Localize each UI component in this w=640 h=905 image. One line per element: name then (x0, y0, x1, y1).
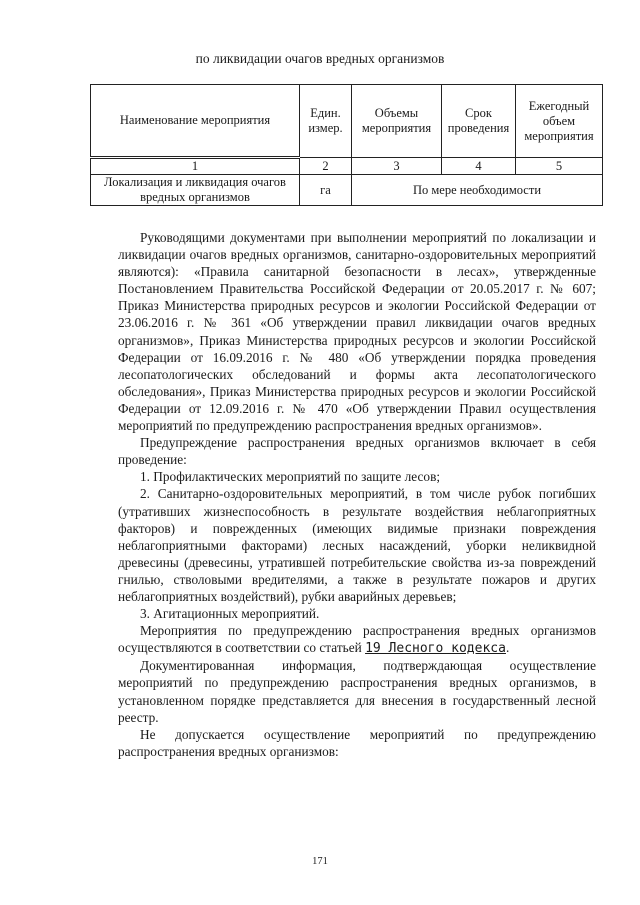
measures-table (90, 84, 603, 206)
statute-text: Мероприятия по предупреждению распространения вредных организмов осуществляются в соответствии со статьей (118, 623, 596, 656)
list-item: 2. Санитарно-оздоровительных мероприятий, в том числе рубок погибших (утративших жизнеспособность в результате воздействия неблагоприятных факторов) и поврежденных (имеющих видимые признаки повреждения неблагоприятными факторами) лесных насаждений, уборки неликвидной древесины (древесины, утратившей потребительские свойства из-за повреждений гнилью, стволовыми вредителями, а также в результате пожаров и других неблагоприятных воздействий), рубки аварийных деревьев; (118, 486, 596, 604)
paragraph-guiding-documents: Руководящими документами при выполнении мероприятий по локализации и ликвидации очагов вредных организмов, санитарно-оздоровительных мероприятий являются): «Правила санитарной безопасности в лесах», утвержденные Постановлением Правительства Российской Федерации от 20.05.2017 г. № 607; Приказ Министерства природных ресурсов и экологии Российской Федерации от 23.06.2016 г. № 361 «Об утверждении правил ликвидации очагов вредных организмов», Приказ Министерства природных ресурсов и экологии Российской Федерации от 16.09.2016 г. № 480 «Об утверждении порядка проведения лесопатологических обследований и формы акта лесопатологического обследования», Приказ Министерства природных ресурсов и экологии Российской Федерации от 12.09.2016 г. № 470 «Об утверждении Правил осуществления мероприятий по предупреждению распространения вредных организмов». (118, 230, 596, 434)
column-number: 5 (516, 158, 603, 175)
column-number: 3 (352, 158, 442, 175)
header-volume: Объемы мероприятия (352, 85, 442, 158)
column-number: 2 (300, 158, 352, 175)
table-caption: по ликвидации очагов вредных организмов (195, 51, 445, 66)
list-item: 1. Профилактических мероприятий по защите лесов; (140, 469, 441, 485)
table-header-row (91, 85, 603, 158)
list-item: 3. Агитационных мероприятий. (140, 606, 320, 622)
header-unit: Един. измер. (300, 85, 352, 158)
unit-cell: га (300, 175, 352, 206)
statute-text-end: . (505, 640, 510, 656)
header-annual-volume: Ежегодный объем мероприятия (516, 85, 603, 158)
forest-code-link[interactable]: 19 Лесного кодекса (365, 641, 506, 657)
page-number: 171 (312, 856, 328, 867)
column-number-row (91, 158, 603, 175)
header-term: Срок проведения (442, 85, 516, 158)
paragraph-statute (118, 622, 596, 657)
paragraph-not-allowed: Не допускается осуществление мероприятий по предупреждению распространения вредных организмов: (118, 726, 596, 759)
as-needed-cell: По мере необходимости (352, 175, 603, 206)
column-number: 4 (442, 158, 516, 175)
table-row (91, 175, 603, 206)
header-measure-name: Наименование мероприятия (91, 85, 300, 158)
column-number: 1 (91, 158, 300, 175)
measure-name-cell: Локализация и ликвидация очагов вредных организмов (91, 175, 300, 206)
paragraph-prevention-intro: Предупреждение распространения вредных организмов включает в себя проведение: (118, 435, 596, 468)
paragraph-registry: Документированная информация, подтверждающая осуществление мероприятий по предупреждению распространения вредных организмов, в установленном порядке представляется для внесения в государственный лесной реестр. (118, 658, 596, 725)
body-text (118, 229, 596, 760)
